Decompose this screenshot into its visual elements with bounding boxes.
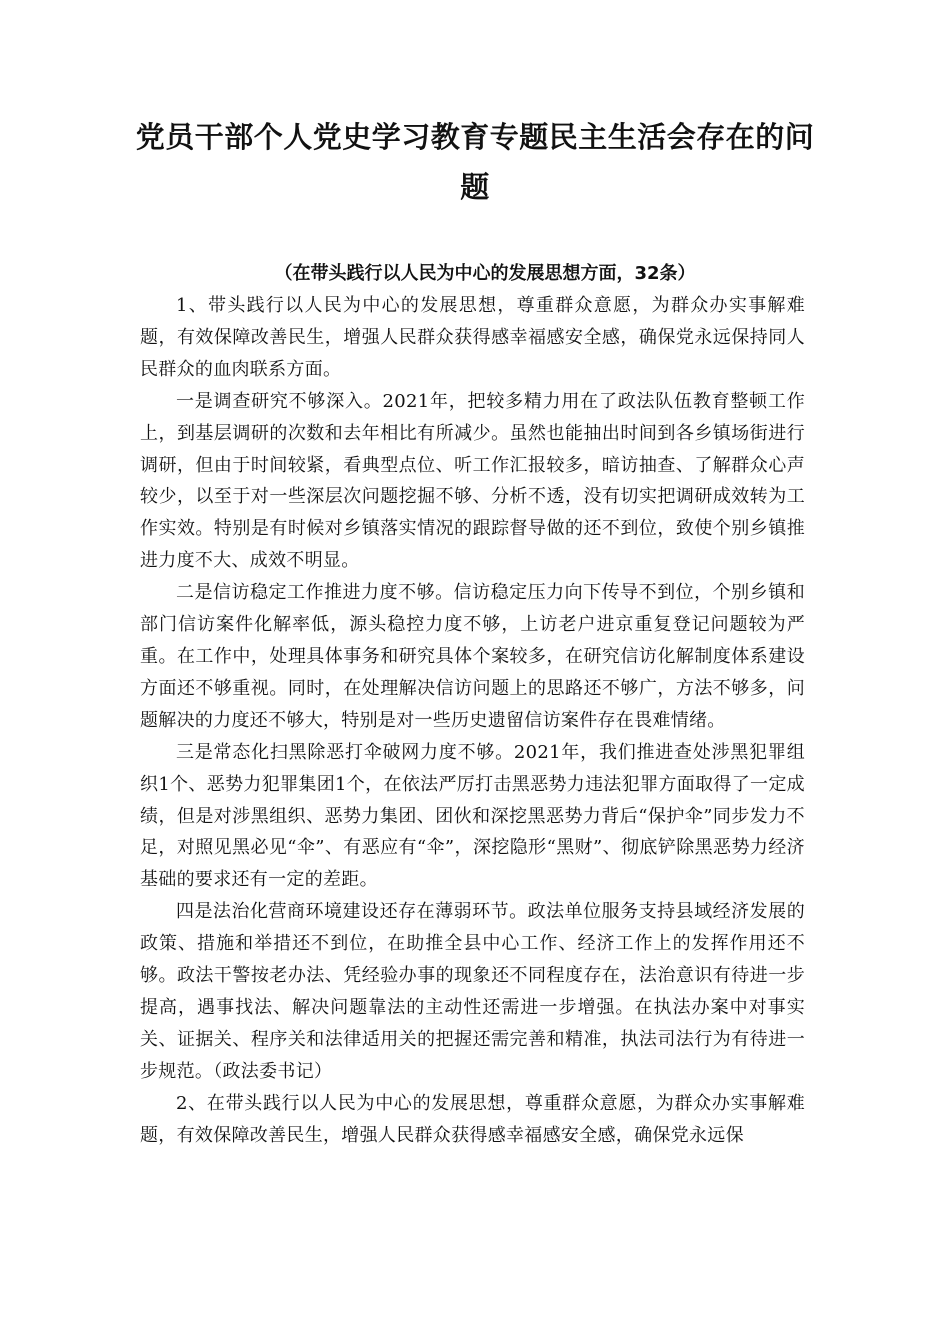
document-title: 党员干部个人党史学习教育专题民主生活会存在的问题 bbox=[135, 120, 815, 204]
document-body bbox=[140, 290, 805, 1151]
paragraph-2: 一是调查研究不够深入。2021年，把较多精力用在了政法队伍教育整顿工作上，到基层调研的次数和去年相比有所减少。虽然也能抽出时间到各乡镇场街进行调研，但由于时间较紧，看典型点位、听工作汇报较多，暗访抽查、了解群众心声较少，以至于对一些深层次问题挖掘不够、分析不透，没有切实把调研成效转为工作实效。特别是有时候对乡镇落实情况的跟踪督导做的还不到位，致使个别乡镇推进力度不大、成效不明显。 bbox=[140, 390, 805, 572]
paragraph-1: 1、带头践行以人民为中心的发展思想，尊重群众意愿，为群众办实事解难题，有效保障改善民生，增强人民群众获得感幸福感安全感，确保党永远保持同人民群众的血肉联系方面。 bbox=[140, 295, 805, 380]
paragraph-3: 二是信访稳定工作推进力度不够。信访稳定压力向下传导不到位，个别乡镇和部门信访案件化解率低，源头稳控力度不够，上访老户进京重复登记问题较为严重。在工作中，处理具体事务和研究具体个案较多，在研究信访化解制度体系建设方面还不够重视。同时，在处理解决信访问题上的思路还不够广，方法不够多，问题解决的力度还不够大，特别是对一些历史遗留信访案件存在畏难情绪。 bbox=[140, 582, 805, 731]
paragraph-4: 三是常态化扫黑除恶打伞破网力度不够。2021年，我们推进查处涉黑犯罪组织1个、恶势力犯罪集团1个，在依法严厉打击黑恶势力违法犯罪方面取得了一定成绩，但是对涉黑组织、恶势力集团、团伙和深挖黑恶势力背后“保护伞”同步发力不足，对照见黑必见“伞”、有恶应有“伞”，深挖隐形“黑财”、彻底铲除黑恶势力经济基础的要求还有一定的差距。 bbox=[140, 741, 805, 891]
document-subtitle: （在带头践行以人民为中心的发展思想方面，32条） bbox=[274, 263, 696, 284]
paragraph-6: 2、在带头践行以人民为中心的发展思想，尊重群众意愿，为群众办实事解难题，有效保障改善民生，增强人民群众获得感幸福感安全感，确保党永远保 bbox=[140, 1092, 805, 1146]
paragraph-5: 四是法治化营商环境建设还存在薄弱环节。政法单位服务支持县域经济发展的政策、措施和举措还不到位，在助推全县中心工作、经济工作上的发挥作用还不够。政法干警按老办法、凭经验办事的现象还不同程度存在，法治意识有待进一步提高，遇事找法、解决问题靠法的主动性还需进一步增强。在执法办案中对事实关、证据关、程序关和法律适用关的把握还需完善和精准，执法司法行为有待进一步规范。（政法委书记） bbox=[140, 901, 805, 1082]
